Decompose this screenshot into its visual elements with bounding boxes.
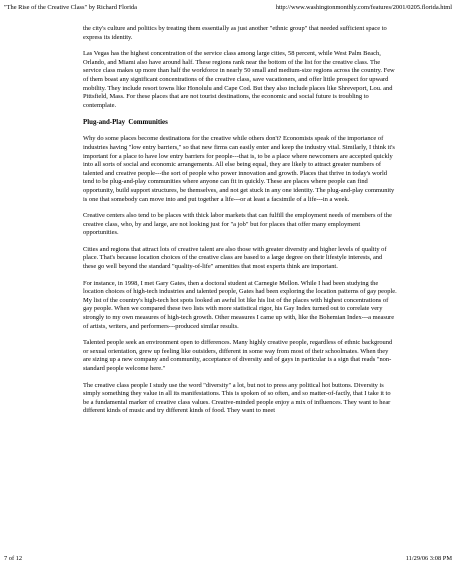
paragraph-2: Las Vegas has the highest concentration of the service class among large cities, 58 percent, while West Palm Beach, Orlando, and Miami also have around half. These regions rank near the bottom of the list for the creative class. The service class makes up more than half the workforce in nearly 50 small and medium-size regions across the country. Few of them boast any significant concentrations of the creative class, save vacationers, and offer little prospect for upward mobility. They include resort towns like Honolulu and Cape Cod. But they also include places like Shreveport, Lou. and Pittsfield, Mass. For these places that are not tourist destinations, the economic and social future is troubling to contemplate. [83, 50, 395, 109]
paragraph-1: the city's culture and politics by treating them essentially as just another "ethnic group" that needed sufficient space to express its identity. [83, 25, 387, 41]
paragraph-5: Cities and regions that attract lots of creative talent are also those with greater diversity and higher levels of quality of place. That's because location choices of the creative class are based to a large degree on their lifestyle interests, and these go well beyond the standard "quality-of-life" amenities that most experts think are important. [83, 245, 387, 271]
source-url[interactable]: http://www.washingtonmonthly.com/features/2001/0205.florida.html [275, 4, 452, 11]
document-title: "The Rise of the Creative Class" by Richard Florida [4, 4, 138, 11]
paragraph-4: Creative centers also tend to be places with thick labor markets that can fulfill the employment needs of members of the creative class, who, by and large, are not looking just for "a job" but for places that offer many employment opportunities. [83, 212, 392, 237]
paragraph-6: For instance, in 1998, I met Gary Gates, then a doctoral student at Carnegie Mellon. While I had been studying the location choices of high-tech industries and talented people, Gates had been exploring the location patterns of gay people. My list of the country's high-tech hot spots looked an awful lot like his list of the places with highest concentrations of gay people. When we compared these two lists with more statistical rigor, his Gay Index turned out to correlate very strongly to my own measures of high-tech growth. Other measures I came up with, like the Bohemian Index---a measure of artists, writers, and performers---produced similar results. [83, 279, 397, 330]
print-footer [4, 554, 452, 564]
paragraph-8: The creative class people I study use the word "diversity" a lot, but not to press any political hot buttons. Diversity is simply something they value in all its manifestations. This is spoken of so often, and so matter-of-factly, that I take it to be a fundamental marker of creative class values. Creative-minded people enjoy a mix of influences. They want to hear different kinds of music and try different kinds of food. They want to meet [83, 381, 391, 415]
page-number: 7 of 12 [4, 555, 23, 562]
print-header [4, 3, 452, 13]
article-body [83, 25, 397, 424]
paragraph-3: Why do some places become destinations for the creative while others don't? Economists speak of the importance of industries having "low entry barriers," so that new firms can easily enter and keep the industry vital. Similarly, I think it's important for a place to have low entry barriers for people---that is, to be a place where newcomers are accepted quickly into all sorts of social and economic arrangements. All else being equal, they are likely to attract greater numbers of talented and creative people---the sort of people who power innovation and growth. Places that thrive in today's world tend to be plug-and-play communities where anyone can fit in quickly. These are places where people can find opportunity, build support structures, be themselves, and not get stuck in any one identity. The plug-and-play community is one that somebody can move into and put together a life---or at least a facsimile of a life---in a week. [83, 135, 395, 203]
paragraph-7: Talented people seek an environment open to differences. Many highly creative people, regardless of ethnic background or sexual orientation, grew up feeling like outsiders, different in some way from most of their schoolmates. When they are sizing up a new company and community, acceptance of diversity and of gays in particular is a sign that reads "non-standard people welcome here." [83, 339, 393, 372]
print-timestamp: 11/29/06 3:08 PM [405, 555, 452, 562]
section-heading: Plug-and-Play Communities [83, 119, 168, 127]
